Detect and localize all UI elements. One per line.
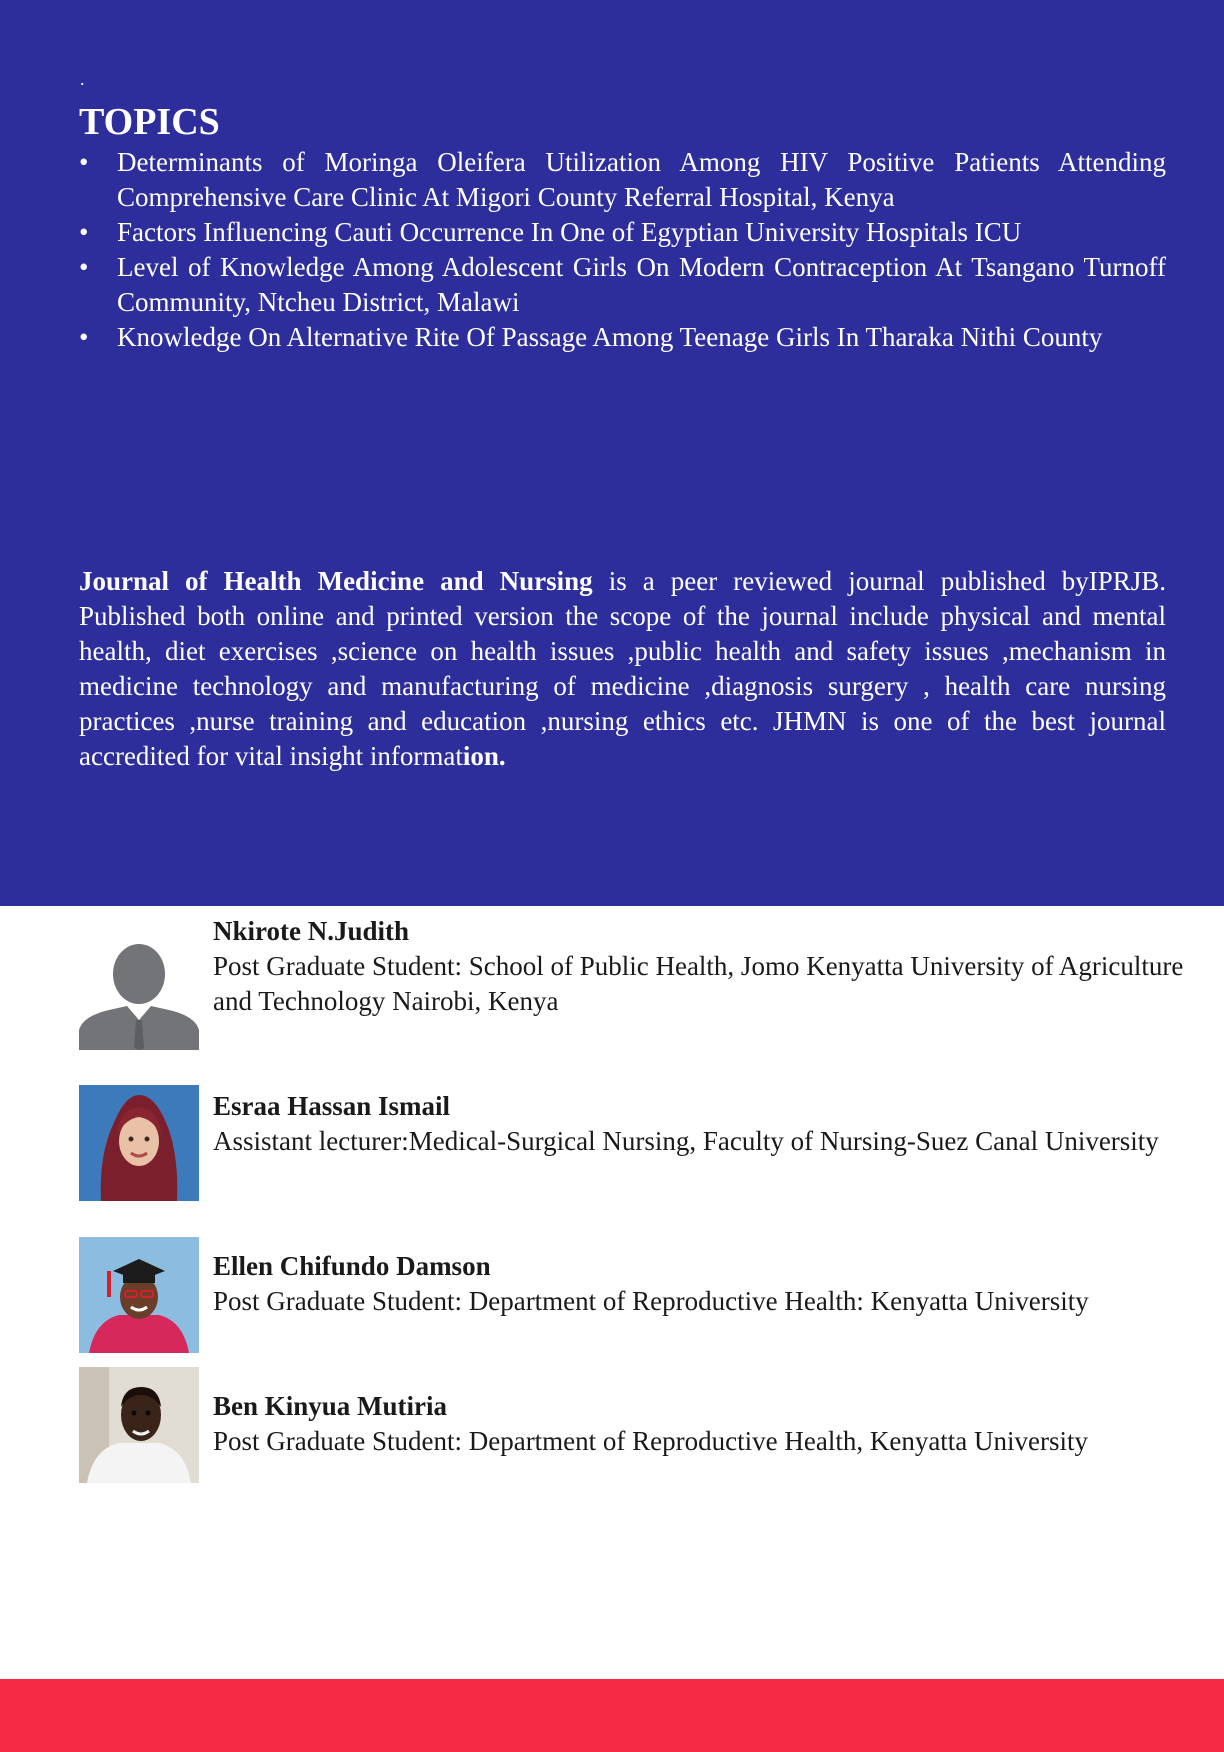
author-name: Ben Kinyua Mutiria	[213, 1391, 448, 1421]
topic-item: • Factors Influencing Cauti Occurrence In One of Egyptian University Hospitals ICU	[79, 215, 1166, 250]
author-photo	[79, 1085, 199, 1201]
topics-list	[79, 145, 1166, 355]
author-name: Nkirote N.Judith	[213, 916, 410, 946]
topic-item: • Determinants of Moringa Oleifera Utilization Among HIV Positive Patients Attending Comprehensive Care Clinic At Migori County Referral Hospital, Kenya	[79, 147, 1166, 212]
journal-description	[79, 564, 1166, 774]
author-name: Esraa Hassan Ismail	[213, 1091, 451, 1121]
description-body: is a peer reviewed journal published byIPRJB. Published both online and printed version the scope of the journal include physical and mental health, diet exercises ,science on health issues ,public health and safety issues ,mechanism in medicine technology and manufacturing of medicine ,diagnosis surgery , health care nursing practices ,nurse training and education ,nursing ethics etc. JHMN is one of the best journal accredited for vital insight informat	[79, 566, 1167, 771]
footer-band	[0, 1679, 1224, 1752]
page-marker: .	[80, 69, 85, 89]
author-affiliation: Post Graduate Student: Department of Reproductive Health, Kenyatta University	[213, 1426, 1089, 1456]
bullet-icon: •	[79, 217, 89, 247]
bullet-icon: •	[79, 322, 89, 352]
author-affiliation: Post Graduate Student: Department of Reproductive Health: Kenyatta University	[213, 1286, 1089, 1316]
author-name: Ellen Chifundo Damson	[213, 1251, 491, 1281]
author-photo	[79, 1237, 199, 1353]
placeholder-silhouette-icon	[79, 930, 199, 1050]
description-ending: ion.	[462, 741, 506, 771]
topics-heading: TOPICS	[79, 101, 220, 143]
bullet-icon: •	[79, 252, 89, 282]
topic-item: • Level of Knowledge Among Adolescent Girls On Modern Contraception At Tsangano Turnoff Community, Ntcheu District, Malawi	[79, 252, 1166, 317]
topic-item: • Knowledge On Alternative Rite Of Passage Among Teenage Girls In Tharaka Nithi County	[79, 320, 1166, 355]
author-photo	[79, 1367, 199, 1483]
author-affiliation: Post Graduate Student: School of Public Health, Jomo Kenyatta University of Agriculture and Technology Nairobi, Kenya	[213, 951, 1184, 1016]
journal-name: Journal of Health Medicine and Nursing	[79, 566, 593, 596]
author-affiliation: Assistant lecturer:Medical-Surgical Nursing, Faculty of Nursing-Suez Canal University	[213, 1126, 1159, 1156]
bullet-icon: •	[79, 147, 89, 177]
